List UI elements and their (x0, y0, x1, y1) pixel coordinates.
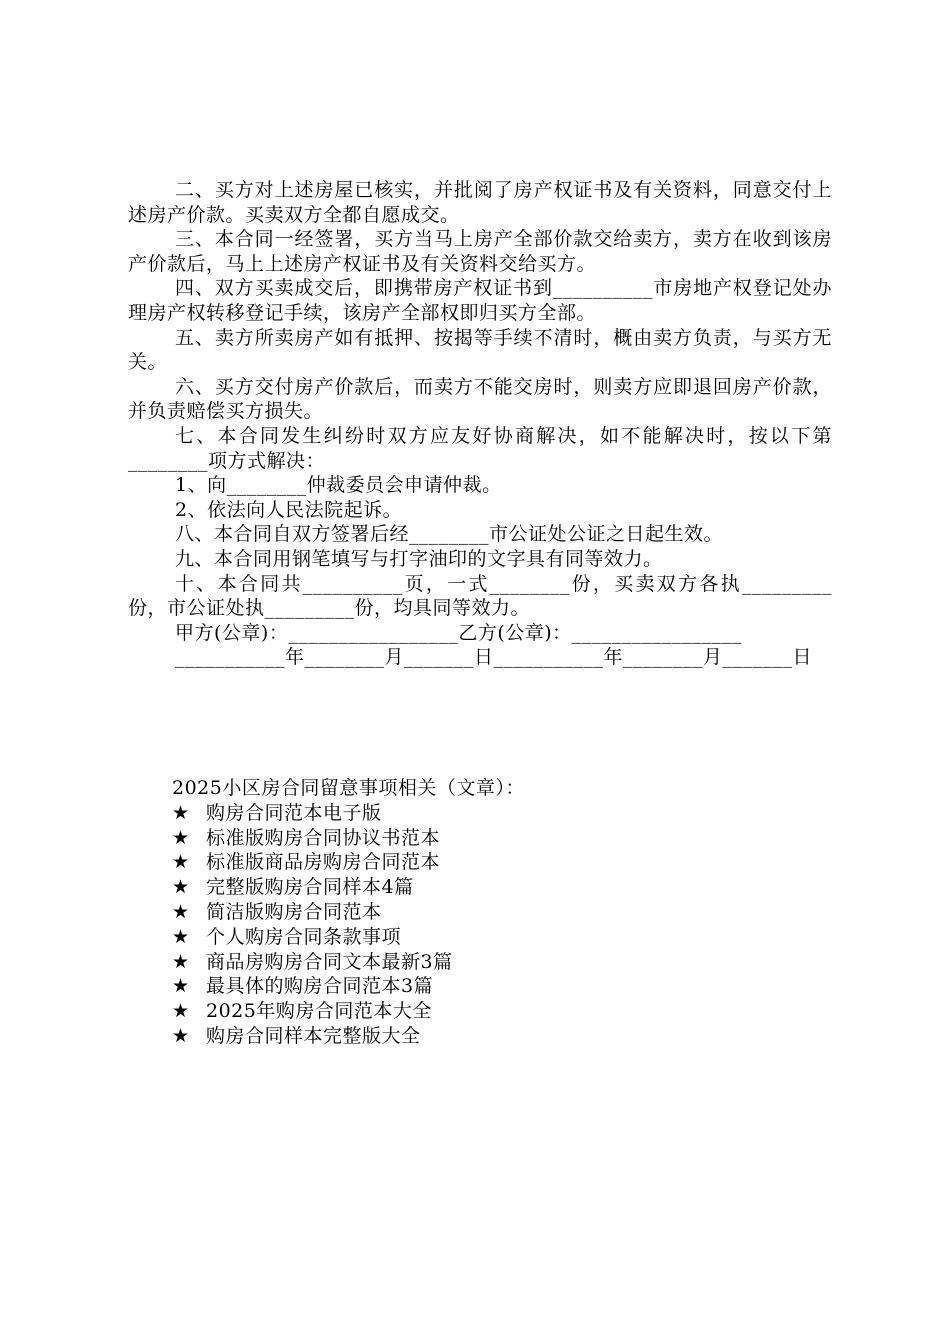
related-link-label: 个人购房合同条款事项 (206, 925, 402, 948)
related-link[interactable] (172, 999, 812, 1024)
related-link-label: 标准版购房合同协议书范本 (206, 826, 441, 849)
clause-9: 九、本合同用钢笔填写与打字油印的文字具有同等效力。 (175, 547, 663, 570)
related-link[interactable] (172, 900, 812, 925)
clause-2: 二、买方对上述房屋已核实，并批阅了房产权证书及有关资料，同意交付上述房产价款。买卖双方全都自愿成交。 (128, 179, 832, 226)
star-icon: ★ (172, 801, 190, 824)
star-icon: ★ (172, 826, 190, 849)
clause-7-option-1: 1、向________仲裁委员会申请仲裁。 (175, 474, 502, 497)
clause-3: 三、本合同一经签署，买方当马上房产全部价款交给卖方，卖方在收到该房产价款后，马上上述房产权证书及有关资料交给买方。 (128, 228, 832, 275)
clause-10: 十、本合同共__________页，一式________份，买卖双方各执_________份，市公证处执_________份，均具同等效力。 (128, 572, 832, 620)
related-link[interactable] (172, 950, 812, 975)
contract-body (128, 178, 832, 670)
signature-line: 甲方(公章)：_________________乙方(公章)：_________________ (175, 621, 742, 644)
related-link-label: 商品房购房合同文本最新3篇 (206, 950, 453, 973)
related-title: 2025小区房合同留意事项相关（文章）： (172, 777, 525, 799)
star-icon: ★ (172, 1000, 190, 1023)
date-line: ___________年________月_______日___________年________月_______日 (175, 646, 813, 669)
star-icon: ★ (172, 925, 190, 948)
related-link-label: 完整版购房合同样本4篇 (206, 876, 414, 899)
related-link-label: 购房合同样本完整版大全 (206, 1024, 421, 1047)
star-icon: ★ (172, 950, 190, 973)
clause-7: 七、本合同发生纠纷时双方应友好协商解决，如不能解决时，按以下第________项方式解决： (128, 424, 832, 472)
related-link-label: 最具体的购房合同范本3篇 (206, 975, 434, 998)
clause-6: 六、买方交付房产价款后，而卖方不能交房时，则卖方应即退回房产价款，并负责赔偿买方损失。 (128, 375, 832, 423)
related-link[interactable] (172, 875, 812, 900)
clause-7-option-2: 2、依法向人民法院起诉。 (175, 498, 403, 521)
related-list (172, 801, 812, 1049)
related-articles (172, 776, 812, 1049)
clause-4: 四、双方买卖成交后，即携带房产权证书到__________市房地产权登记处办理房产权转移登记手续，该房产全部权即归买方全部。 (128, 277, 832, 324)
related-link[interactable] (172, 1024, 812, 1049)
related-link[interactable] (172, 850, 812, 875)
star-icon: ★ (172, 1024, 190, 1047)
related-link-label: 标准版商品房购房合同范本 (206, 851, 441, 874)
related-link-label: 购房合同范本电子版 (206, 801, 382, 824)
related-link-label: 简洁版购房合同范本 (206, 900, 382, 923)
related-link[interactable] (172, 925, 812, 950)
clause-8: 八、本合同自双方签署后经________市公证处公证之日起生效。 (175, 523, 724, 546)
related-link[interactable] (172, 974, 812, 999)
star-icon: ★ (172, 975, 190, 998)
star-icon: ★ (172, 851, 190, 874)
clause-5: 五、卖方所卖房产如有抵押、按揭等手续不清时，概由卖方负责，与买方无关。 (128, 326, 832, 374)
star-icon: ★ (172, 876, 190, 899)
related-link[interactable] (172, 801, 812, 826)
related-link-label: 2025年购房合同范本大全 (206, 1000, 432, 1023)
star-icon: ★ (172, 900, 190, 923)
related-link[interactable] (172, 826, 812, 851)
